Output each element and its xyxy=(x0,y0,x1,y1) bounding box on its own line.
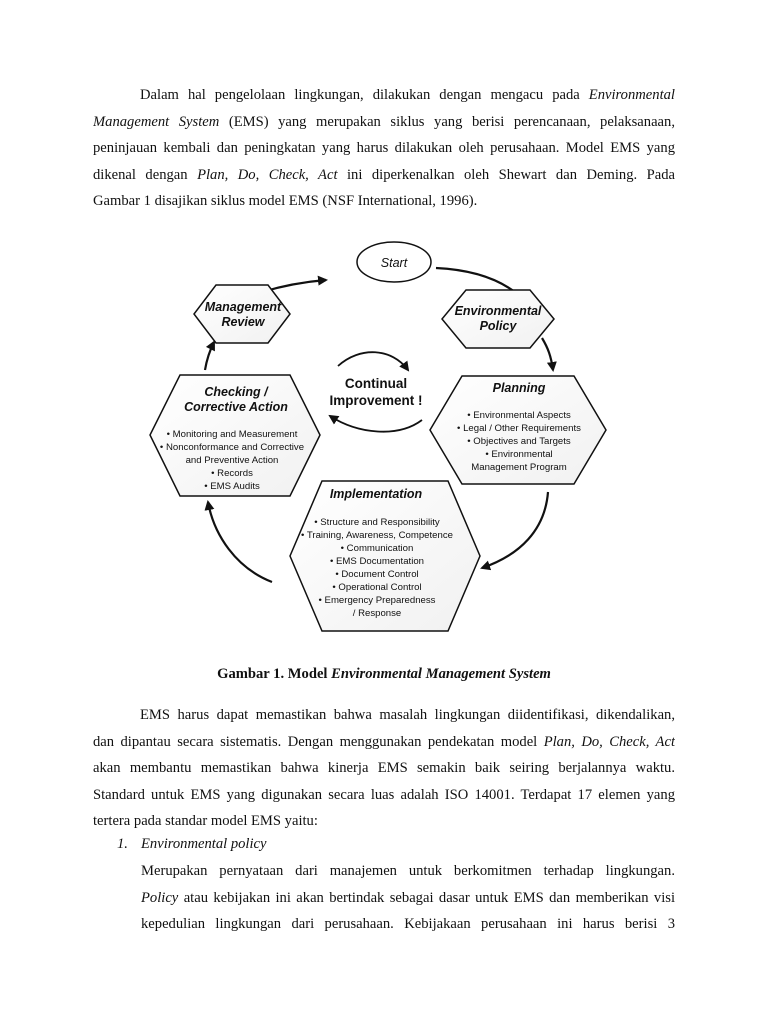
continual-improvement-label-2: Improvement ! xyxy=(329,393,423,408)
environmental-policy-label-2: Policy xyxy=(479,319,517,333)
list-item-title: Environmental policy xyxy=(141,836,267,852)
checking-item-1: • Monitoring and Measurement xyxy=(166,429,298,440)
intro-paragraph xyxy=(93,82,675,215)
intro-line-1: Dalam hal pengelolaan lingkungan, dilakukan dengan mengacu pada Environmental xyxy=(140,87,675,103)
arrow-policy-to-planning xyxy=(542,338,553,370)
planning-item-4: • Environmental xyxy=(485,449,553,460)
list-item-body xyxy=(141,858,675,938)
implementation-item-5: • Document Control xyxy=(335,569,419,580)
arrow-planning-to-implementation xyxy=(482,492,548,568)
implementation-item-8: / Response xyxy=(352,608,402,619)
p2-line-2: dan dipantau secara sistematis. Dengan menggunakan pendekatan model Plan, Do, Check, Act xyxy=(93,733,675,750)
planning-title: Planning xyxy=(492,381,546,395)
implementation-item-2: • Training, Awareness, Competence xyxy=(301,530,453,541)
implementation-item-3: • Communication xyxy=(340,543,414,554)
center-arrow-bottom xyxy=(330,416,422,432)
continual-improvement-label-1: Continual xyxy=(344,376,408,391)
checking-item-5: • EMS Audits xyxy=(204,481,260,492)
planning-item-3: • Objectives and Targets xyxy=(467,436,571,447)
implementation-item-7: • Emergency Preparedness xyxy=(318,595,436,606)
ems-cycle-diagram xyxy=(0,230,768,650)
intro-line-2: Management System (EMS) yang merupakan siklus yang berisi perencanaan, pelaksanaan, xyxy=(93,113,675,130)
list-line-1: Merupakan pernyataan dari manajemen untuk berkomitmen terhadap lingkungan. xyxy=(141,863,675,879)
intro-line-4: dikenal dengan Plan, Do, Check, Act ini diperkenalkan oleh Shewart dan Deming. Pada xyxy=(93,166,675,183)
checking-title-1: Checking / xyxy=(204,385,268,399)
start-label: Start xyxy=(380,256,408,270)
figure-caption: Gambar 1. Model Environmental Management System xyxy=(217,666,551,682)
arrow-implementation-to-checking xyxy=(208,502,272,582)
intro-line-5: Gambar 1 disajikan siklus model EMS (NSF International, 1996). xyxy=(93,193,478,210)
checking-item-4: • Records xyxy=(211,468,253,479)
management-review-label-1: Management xyxy=(204,300,282,314)
management-review-hexagon xyxy=(194,285,290,343)
list-line-3: kepedulian lingkungan dari perusahaan. Kebijakaan perusahaan ini harus berisi 3 xyxy=(141,916,675,933)
arrow-checking-to-review xyxy=(205,342,214,370)
implementation-item-4: • EMS Documentation xyxy=(329,556,425,567)
checking-title-2: Corrective Action xyxy=(184,400,288,414)
list-line-2: Policy atau kebijakan ini akan bertindak sebagai dasar untuk EMS dan memberikan visi xyxy=(141,889,675,906)
implementation-title: Implementation xyxy=(329,487,423,501)
paragraph-2 xyxy=(93,702,675,835)
p2-line-5: tertera pada standar model EMS yaitu: xyxy=(93,813,318,830)
intro-line-3: peninjauan kembali dan peningkatan yang harus dilakukan oleh perusahaan. Model EMS yang xyxy=(93,140,675,157)
checking-item-2: • Nonconformance and Corrective xyxy=(159,442,305,453)
center-arrow-top xyxy=(338,352,408,370)
implementation-item-1: • Structure and Responsibility xyxy=(314,517,440,528)
planning-item-2: • Legal / Other Requirements xyxy=(457,423,581,434)
p2-line-1: EMS harus dapat memastikan bahwa masalah lingkungan diidentifikasi, dikendalikan, xyxy=(140,707,675,723)
implementation-item-6: • Operational Control xyxy=(332,582,422,593)
p2-line-4: Standard untuk EMS yang digunakan secara luas adalah ISO 14001. Terdapat 17 elemen yang xyxy=(93,786,675,803)
planning-item-1: • Environmental Aspects xyxy=(467,410,571,421)
planning-item-5: Management Program xyxy=(471,462,567,473)
p2-line-3: akan membantu memastikan bahwa kinerja EMS semakin baik seiring berjalannya waktu. xyxy=(93,760,675,777)
environmental-policy-label-1: Environmental xyxy=(454,304,542,318)
checking-item-3: and Preventive Action xyxy=(185,455,279,466)
management-review-label-2: Review xyxy=(221,315,265,329)
list-number: 1. xyxy=(117,836,128,852)
